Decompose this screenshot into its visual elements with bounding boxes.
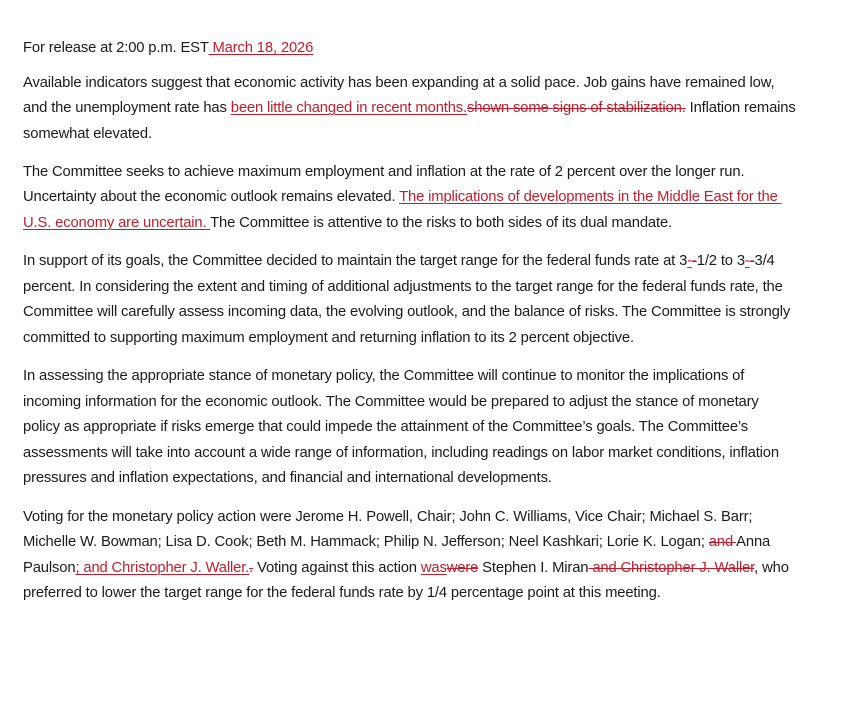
deleted-text-run: and Christopher J. Waller — [588, 559, 755, 576]
paragraph — [23, 249, 797, 351]
paragraph — [23, 71, 800, 148]
deleted-text-run: were — [446, 559, 479, 576]
text-run: Available indicators suggest that economic activity has been expanding at a solid pace. Job gains have remained low, and the unemployment rate has — [23, 74, 779, 117]
text-run: In support of its goals, the Committee decided to maintain the target range for the federal funds rate at 3 — [23, 253, 688, 270]
text-run: 3/4 percent. In considering the extent and timing of additional adjustments to the target range for the federal funds rate, the Committee will carefully assess incoming data, the evolving outlook, and the balance of risks. The Committee is strongly committed to supporting maximum employment and returning inflation to its 2 percent objective. — [23, 253, 795, 346]
text-run: , who preferred to lower the target range for the federal funds rate by 1/4 percentage point at this meeting. — [23, 559, 793, 602]
inserted-text-run: - — [687, 253, 692, 270]
text-run: 1/2 to 3 — [696, 253, 745, 270]
release-line — [23, 36, 797, 62]
inserted-text-run: - — [744, 253, 750, 270]
text-run: The Committee is attentive to the risks to both sides of its dual mandate. — [210, 215, 672, 232]
inserted-text-run: was — [420, 559, 447, 576]
deleted-text-run: - — [749, 253, 755, 270]
deleted-text-run: - — [691, 253, 697, 270]
deleted-text-run: and — [708, 534, 737, 551]
inserted-text-run: ; and Christopher J. Waller. — [75, 559, 250, 576]
statement-body — [23, 71, 800, 607]
deleted-text-run: . — [249, 559, 254, 576]
text-run: For release at 2:00 p.m. EST — [23, 40, 209, 56]
paragraph — [23, 364, 797, 492]
text-run: Voting for the monetary policy action were Jerome H. Powell, Chair; John C. Williams, Vice Chair; Michael S. Barr; Michelle W. Bowman; Lisa D. Cook; Beth M. Hammack; Philip N. Jefferson; Neel Kashkari; Lorie K. Logan; — [23, 508, 757, 551]
inserted-text-run: March 18, 2026 — [208, 40, 314, 56]
paragraph — [23, 160, 797, 237]
inserted-text-run: been little changed in recent months. — [230, 100, 468, 117]
deleted-text-run: shown some signs of stabilization. — [467, 100, 686, 117]
paragraph — [23, 505, 797, 607]
text-run: The Committee seeks to achieve maximum employment and inflation at the rate of 2 percent over the longer run. Uncertainty about the economic outlook remains elevated. — [23, 163, 749, 206]
text-run: Voting against this action — [253, 559, 421, 576]
text-run: Inflation remains somewhat elevated. — [23, 100, 800, 142]
text-run: Anna Paulson — [23, 534, 775, 576]
inserted-text-run: The implications of developments in the Middle East for the U.S. economy are uncertain. — [23, 189, 782, 232]
text-run: In assessing the appropriate stance of monetary policy, the Committee will continue to monitor the implications of incoming information for the economic outlook. The Committee would be prepared to adjust the stance of monetary policy as appropriate if risks emerge that could impede the attainment of the Committee’s goals. The Committee’s assessments will take into account a wide range of information, including readings on labor market conditions, inflation pressures and inflation expectations, and financial and international developments. — [23, 368, 783, 487]
text-run: Stephen I. Miran — [478, 559, 589, 576]
